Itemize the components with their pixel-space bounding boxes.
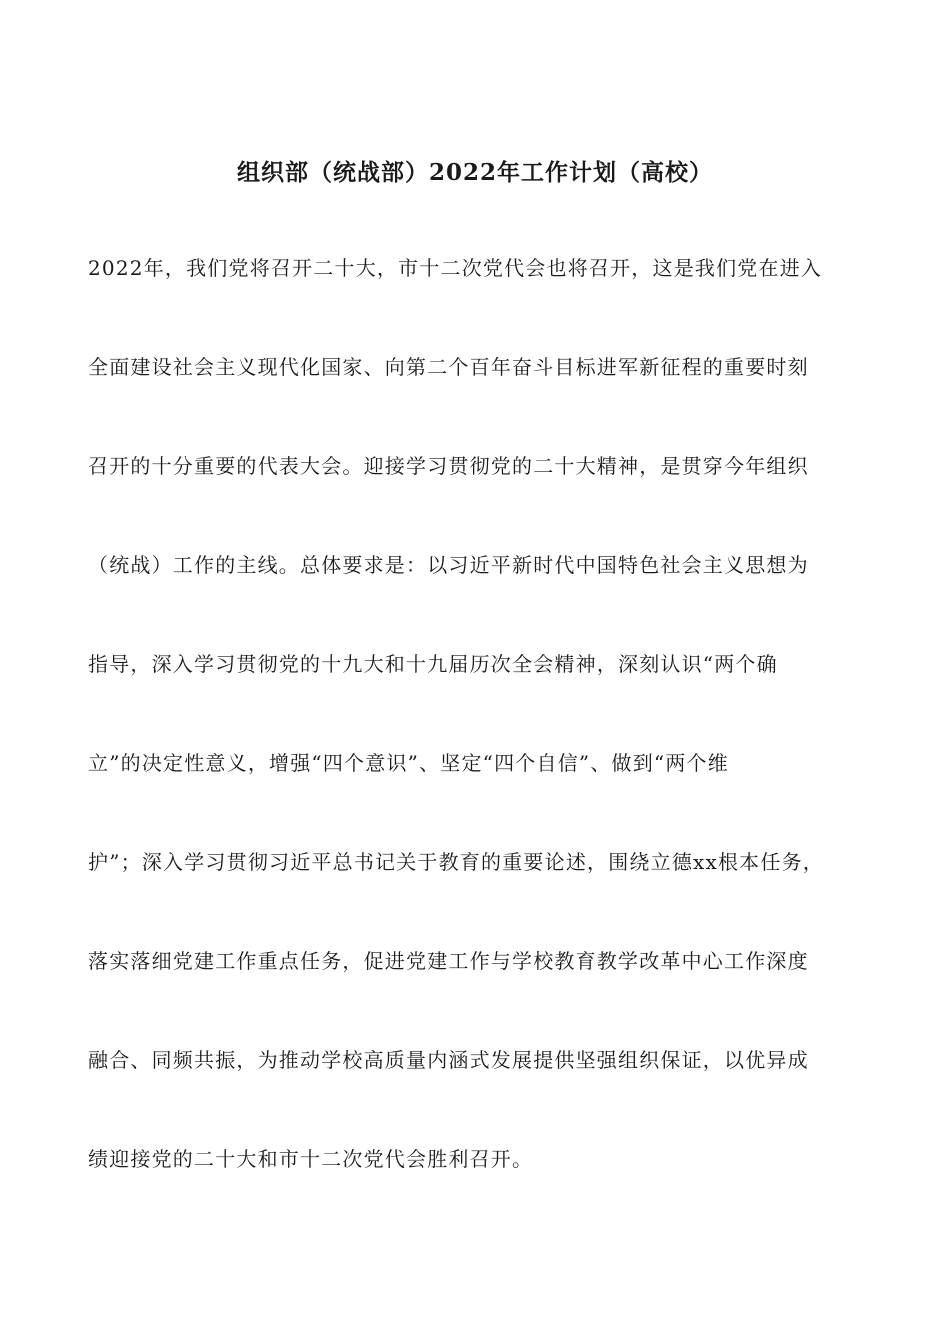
paragraph-line: （统战）工作的主线。总体要求是：以习近平新时代中国特色社会主义思想为 <box>88 553 809 577</box>
paragraph-line: 召开的十分重要的代表大会。迎接学习贯彻党的二十大精神，是贯穿今年组织 <box>88 454 809 478</box>
paragraph-line: 融合、同频共振，为推动学校高质量内涵式发展提供坚强组织保证，以优异成 <box>88 1048 809 1072</box>
paragraph-line: 落实落细党建工作重点任务，促进党建工作与学校教育教学改革中心工作深度 <box>88 949 809 973</box>
paragraph-line: 立”的决定性意义，增强“四个意识”、坚定“四个自信”、做到“两个维 <box>88 751 729 775</box>
paragraph-line: 绩迎接党的二十大和市十二次党代会胜利召开。 <box>88 1147 534 1171</box>
document-body <box>88 248 888 1238</box>
paragraph-line: 全面建设社会主义现代化国家、向第二个百年奋斗目标进军新征程的重要时刻 <box>88 355 809 379</box>
paragraph-line: 2022年，我们党将召开二十大，市十二次党代会也将召开，这是我们党在进入 <box>88 256 823 280</box>
paragraph-line: 指导，深入学习贯彻党的十九大和十九届历次全会精神，深刻认识“两个确 <box>88 652 778 676</box>
paragraph-line: 护”；深入学习贯彻习近平总书记关于教育的重要论述，围绕立德xx根本任务， <box>88 850 824 874</box>
document-title: 组织部（统战部）2022年工作计划（高校） <box>236 159 713 186</box>
